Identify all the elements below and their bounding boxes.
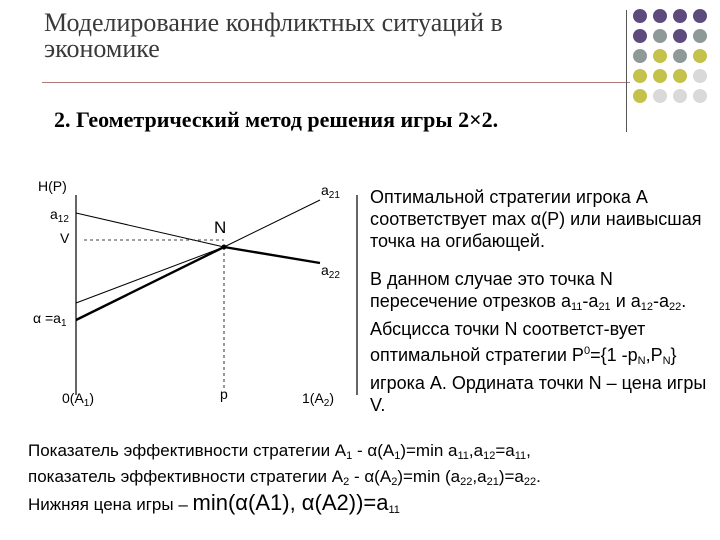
bottom-line-2: показатель эффективности стратегии $A_2 - \alpha(A_2)=\min$ $(a_{22},a_{21})=a_{22}$. [28, 467, 541, 488]
bottom-line-1: Показатель эффективности стратегии $A_1 - \alpha(A_1)=\min$ $a_{11},a_{12}=a_{11}$, [28, 441, 531, 462]
explanation-text-2 [370, 268, 710, 416]
title-line-2: экономике [44, 34, 160, 63]
section-heading: 2. Геометрический метод решения игры 2×2. [54, 107, 499, 132]
label-n: N [214, 218, 227, 237]
label-one: $1(A_2)$ [302, 390, 335, 409]
explanation-text [370, 186, 710, 252]
segment-to-a21 [224, 200, 320, 247]
label-a21: $a_{21}$ [321, 182, 340, 201]
segment-a11-a21-thin [76, 247, 224, 303]
envelope-left [76, 247, 224, 320]
envelope-right [224, 247, 320, 263]
label-zero: $0(A_1)$ [62, 390, 95, 409]
paragraph-point-n: В данном случае это точка N пересечение отрезков $a_{11}-a_{21}$ и $a_{12}-a_{22}$. Абсцисса точки N соответст-вует оптимальной стратегии $P^0=\{1$ $-p_N,P_N$} игрока А. Ордината точки N – цена игры V. [370, 269, 707, 415]
bottom-line-3: Нижняя цена игры – min(α(A1), $\alpha(A2))=a_{11}$ [28, 490, 400, 516]
label-a22: $a_{22}$ [321, 262, 340, 281]
paragraph-optimal: Оптимальной стратегии игрока А соответствует max α(P) или наивысшая точка на огибающей. [370, 187, 702, 251]
label-hp: H(P) [38, 178, 67, 194]
segment-a12-a22-thin [76, 213, 227, 247]
label-v: V [60, 230, 70, 246]
title-line-1: Моделирование конфликтных ситуаций в [44, 8, 503, 37]
point-n [222, 245, 227, 250]
label-alpha: $\alpha =a_1$ [33, 310, 67, 329]
label-p: p [220, 386, 228, 402]
label-a12: $a_{12}$ [50, 206, 69, 225]
